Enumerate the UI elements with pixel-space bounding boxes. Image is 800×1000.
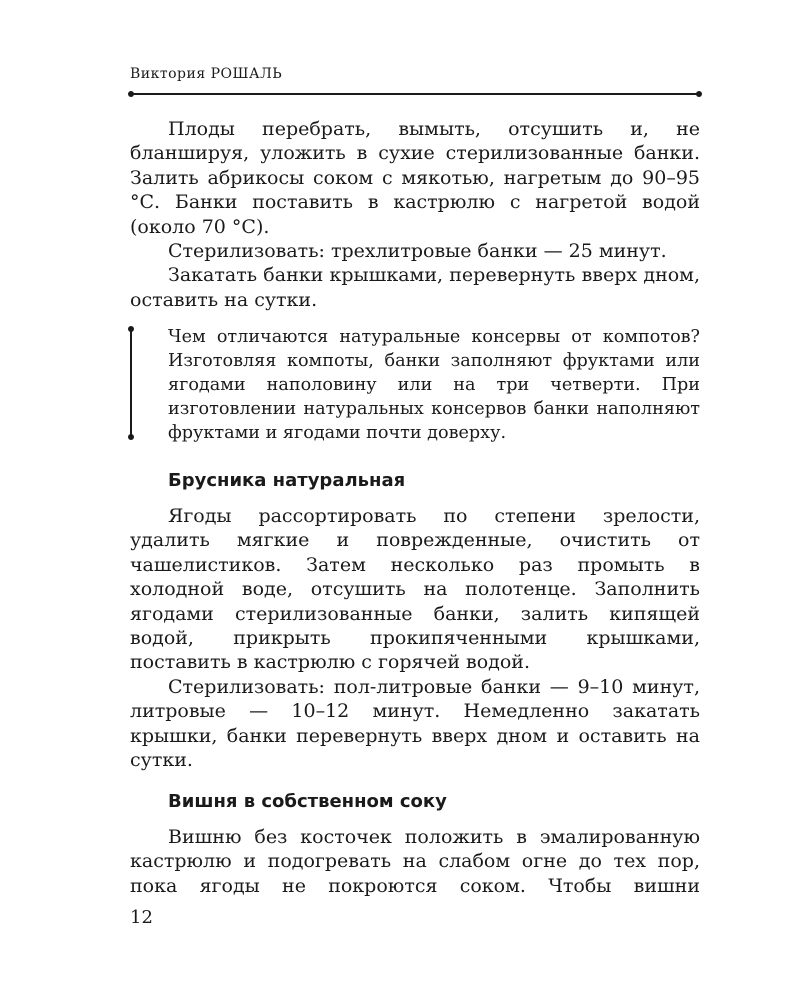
paragraph: Плоды перебрать, вымыть, отсушить и, не бланшируя, уложить в сухие стерилизованные банки. Залить абрикосы соком с мякотью, нагретым до 90–95 °С. Банки поставить в кастрюлю с нагретой водой (около 70 °С).: [130, 118, 700, 238]
section-title-lingonberry: Брусника натуральная: [168, 470, 406, 491]
paragraph: Ягоды рассортировать по степени зрелости, удалить мягкие и поврежденные, очистить от чашелистиков. Затем несколько раз промыть в холодной воде, отсушить на полотенце. Заполнить ягодами стерилизованные банки, залить кипящей водой, прикрыть прокипяченными крышками, поставить в кастрюлю с горячей водой.: [130, 505, 700, 674]
lingonberry-text: [130, 504, 700, 772]
page-number: 12: [130, 907, 153, 928]
paragraph: Стерилизовать: пол-литровые банки — 9–10 минут, литровые — 10–12 минут. Немедленно закатать крышки, банки перевернуть вверх дном и оставить на сутки.: [130, 675, 700, 772]
note-box: [130, 325, 700, 445]
running-head: Виктория РОШАЛЬ: [130, 66, 283, 82]
cherry-text: [130, 825, 700, 898]
paragraph: Стерилизовать: трехлитровые банки — 25 минут.: [168, 240, 667, 263]
note-text: Чем отличаются натуральные консервы от компотов? Изготовляя компоты, банки заполняют фруктами или ягодами наполовину или на три четверти. При изготовлении натуральных консервов банки наполняют фруктами и ягодами почти доверху.: [168, 327, 700, 443]
section-title-cherry: Вишня в собственном соку: [168, 791, 447, 812]
header-rule: [130, 93, 700, 95]
paragraph: Вишню без косточек положить в эмалированную кастрюлю и подогревать на слабом огне до тех пор, пока ягоды не покроются соком. Чтобы вишни: [130, 826, 700, 897]
note-bar: [130, 329, 132, 437]
paragraph: Закатать банки крышками, перевернуть вверх дном, оставить на сутки.: [130, 264, 700, 311]
apricot-method-text: [130, 117, 700, 312]
